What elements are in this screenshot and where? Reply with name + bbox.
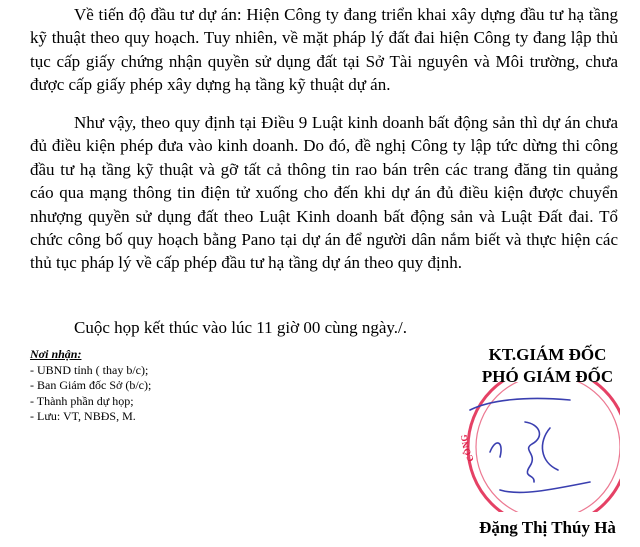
recipient-item: - Ban Giám đốc Sở (b/c); xyxy=(30,378,152,392)
signature-title-line2: PHÓ GIÁM ĐỐC xyxy=(481,367,614,386)
signature-title-line1: KT.GIÁM ĐỐC xyxy=(488,345,607,364)
recipients-block xyxy=(30,347,330,425)
recipient-item: - Lưu: VT, NBĐS, M. xyxy=(30,409,136,423)
paragraph-meeting-end: Cuộc họp kết thúc vào lúc 11 giờ 00 cùng ngày./. xyxy=(74,318,408,337)
red-seal-stamp xyxy=(459,382,620,512)
recipient-item: - UBND tỉnh ( thay b/c); xyxy=(30,362,149,377)
recipients-title: Nơi nhận: xyxy=(30,347,82,361)
handwritten-signature xyxy=(470,398,590,492)
stamp-and-signature-image xyxy=(430,382,620,512)
recipient-item: - Thành phần dự họp; xyxy=(30,393,134,408)
paragraph-conclusion: Như vậy, theo quy định tại Điều 9 Luật kinh doanh bất động sản thì dự án chưa đủ điều kiện phép đưa vào kinh doanh. Do đó, đề nghị Công ty lập tức dừng thi công đầu tư hạ tầng kỹ thuật và gỡ tất cả thông tin rao bán trên các trang đăng tin quảng cáo qua mạng thông tin điện tử xuống cho đến khi dự án đủ điều kiện được chuyển nhượng quyền sử dụng đất theo Luật Kinh doanh bất động sản và Luật Đất đai. Tổ chức công bố quy hoạch bằng Pano tại dự án để người dân nắm biết và thực hiện các thủ tục pháp lý về cấp phép đầu tư hạ tầng dự án theo quy định. xyxy=(30,113,618,273)
signer-name: Đặng Thị Thúy Hà xyxy=(479,518,616,537)
svg-text:CÔNG: CÔNG xyxy=(458,433,476,464)
paragraph-investment-progress: Về tiến độ đầu tư dự án: Hiện Công ty đang triển khai xây dựng đầu tư hạ tầng kỹ thuật theo quy hoạch. Tuy nhiên, về mặt pháp lý đất đai hiện Công ty đang lập thủ tục cấp giấy chứng nhận quyền sử dụng đất tại Sở Tài nguyên và Môi trường, chưa được cấp giấy phép xây dựng hạ tầng kỹ thuật dự án. xyxy=(30,5,618,95)
